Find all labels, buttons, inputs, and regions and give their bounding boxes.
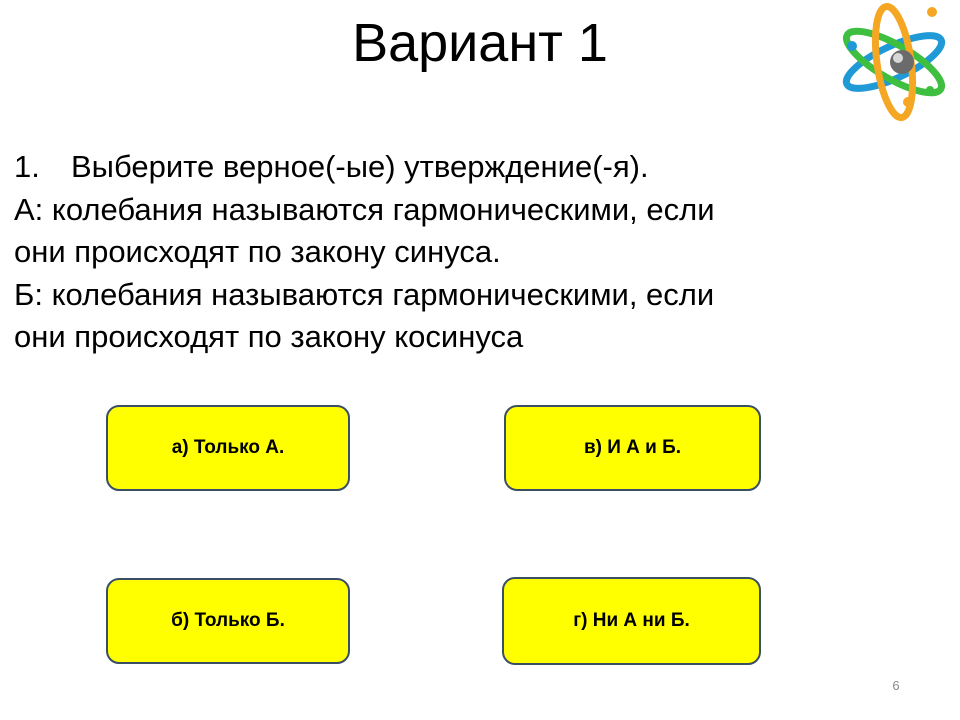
- question-prompt-line: [14, 146, 914, 189]
- answer-b-button[interactable]: б) Только Б.: [106, 578, 350, 664]
- question-number: 1.: [14, 149, 40, 184]
- atom-icon: [838, 0, 950, 124]
- statement-a-line2: они происходят по закону синуса.: [14, 234, 501, 269]
- question-block: [14, 146, 914, 359]
- slide-title: Вариант 1: [352, 13, 608, 73]
- answer-g-button[interactable]: г) Ни А ни Б.: [502, 577, 761, 665]
- question-prompt: Выберите верное(-ые) утверждение(-я).: [71, 149, 649, 184]
- statement-b-line1: Б: колебания называются гармоническими, если: [14, 276, 715, 312]
- statement-b-line2: они происходят по закону косинуса: [14, 319, 524, 354]
- answer-a-button[interactable]: а) Только А.: [106, 405, 350, 491]
- page-number: 6: [892, 678, 900, 693]
- statement-a-line1: А: колебания называются гармоническими, если: [14, 191, 715, 227]
- answer-v-button[interactable]: в) И А и Б.: [504, 405, 761, 491]
